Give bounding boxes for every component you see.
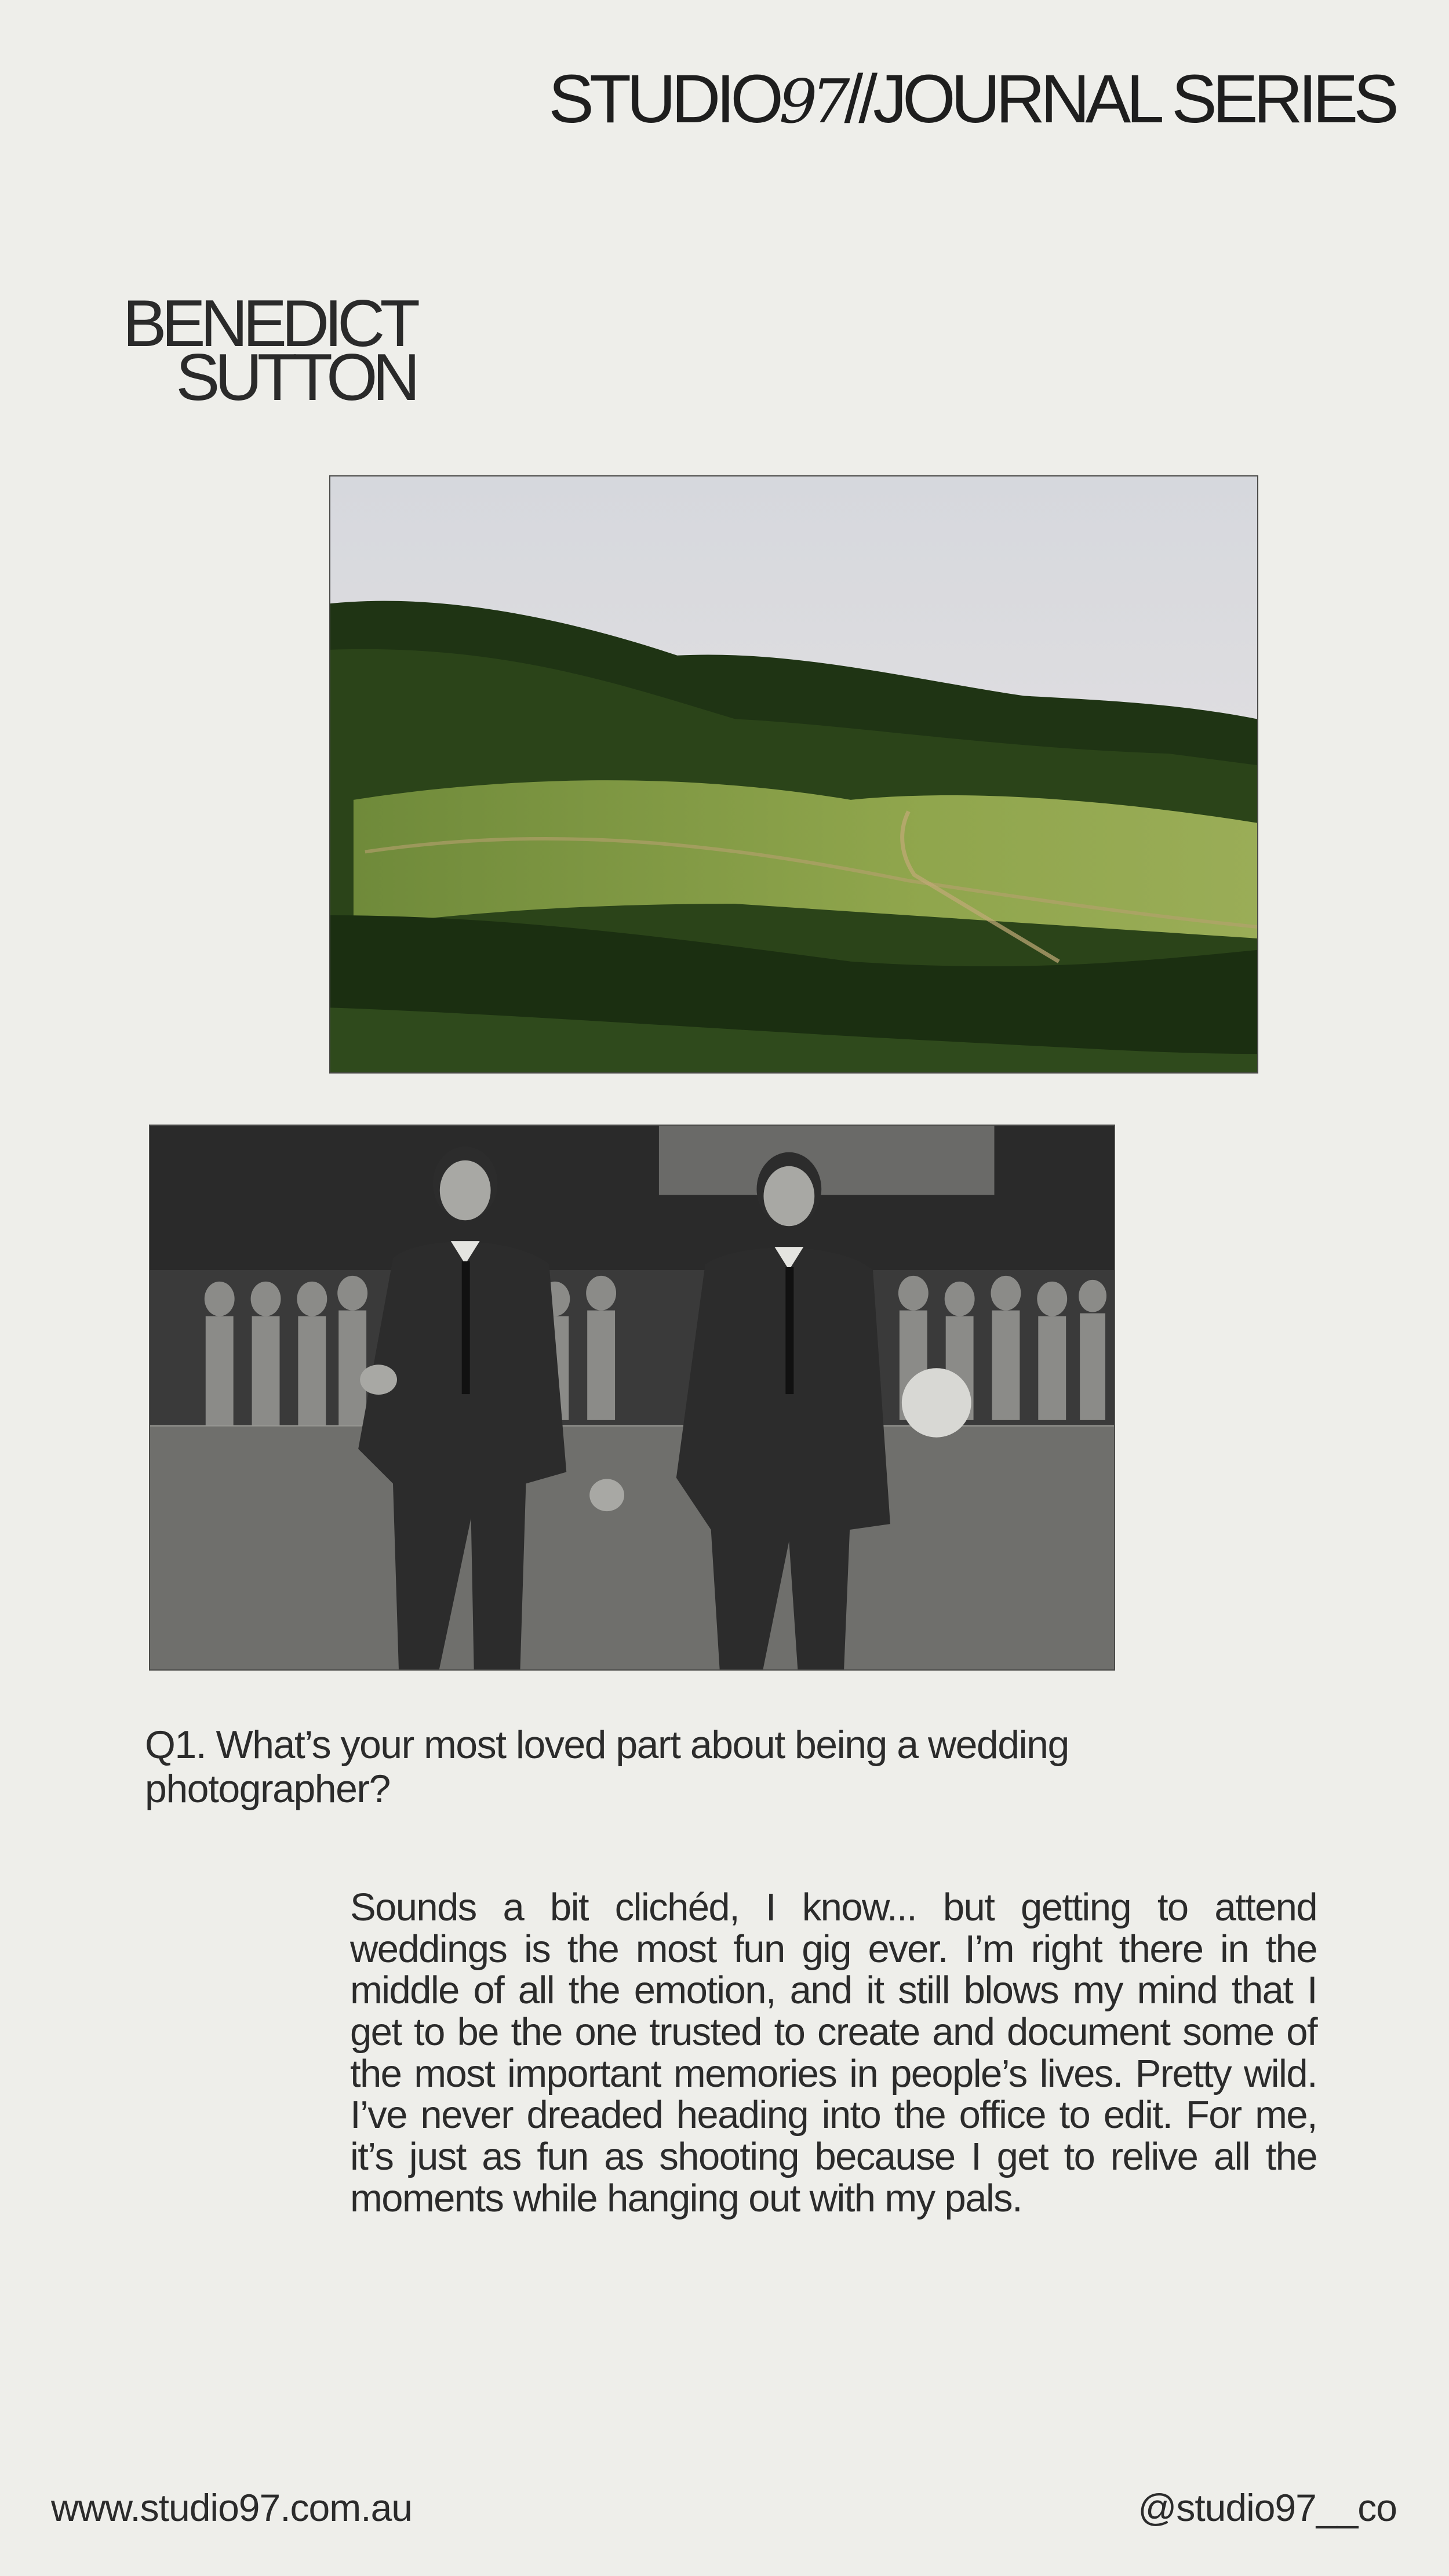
interview-answer: Sounds a bit clichéd, I know... but getting to attend weddings is the most fun gig ever. I’m right there in the middle of all the emotion, and it still blows my mind that I get to be the one trusted to create and document some of the most important memories in people’s lives. Pretty wild. I’ve never dreaded heading into the office to edit. For me, it’s just as fun as shooting because I get to relive all the moments while hanging out with my pals. [350,1886,1317,2220]
name-line-first: BENEDICT [122,287,415,361]
social-handle: @studio97__co [1138,2486,1397,2529]
couple-wedding-photo [149,1125,1115,1671]
series-title: //JOURNAL SERIES [844,61,1395,137]
vineyard-landscape-photo [329,475,1258,1074]
website-url: www.studio97.com.au [51,2486,412,2529]
brand-97-mark: 97 [779,66,844,137]
interview-question: Q1. What’s your most loved part about being a wedding photographer? [145,1723,1069,1811]
brand-studio: STUDIO [548,61,780,137]
photographer-name [114,287,415,415]
journal-series-header [548,61,1395,137]
name-line-last: SUTTON [176,341,415,415]
